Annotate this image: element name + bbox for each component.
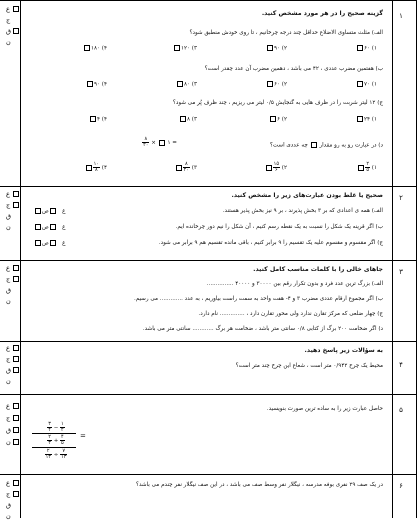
option[interactable]: ۴) ۹۰ [86, 81, 107, 88]
checkbox[interactable] [87, 81, 93, 87]
checkbox[interactable] [267, 81, 273, 87]
checkbox[interactable] [267, 45, 273, 51]
section-title: به سؤالات زیر پاسخ دهید. [304, 347, 383, 354]
option[interactable]: ۴) ۴ [89, 116, 107, 123]
true-false-choice[interactable]: غ ص [34, 240, 65, 247]
section-title: جاهای خالی را با کلمات مناسب کامل کنید. [253, 266, 383, 273]
question-number: ۲ [399, 194, 403, 202]
checkbox[interactable] [358, 165, 364, 171]
section-5 [0, 394, 417, 474]
option[interactable]: ۲) ۶۰ [266, 81, 287, 88]
checkbox[interactable] [270, 116, 276, 122]
option[interactable]: ۳) $\frac{۸}{۲۰}$ [175, 162, 197, 173]
checkbox[interactable] [176, 165, 182, 171]
section-1 [0, 0, 417, 186]
score-box[interactable] [13, 6, 19, 12]
question-number: ۳ [399, 268, 403, 276]
checkbox [35, 208, 41, 214]
true-false-choice[interactable]: غ ص [34, 224, 65, 231]
score-margin: ع ج ق ن [0, 341, 20, 394]
option[interactable]: ۱) ۲۴ [356, 116, 377, 123]
option[interactable]: ۲) ۹۰ [266, 45, 287, 52]
question-d: د) در عبارت رو به رو مقدار چه عددی است؟ [269, 142, 383, 149]
question-number: ۵ [399, 406, 403, 414]
section-4 [0, 341, 417, 394]
score-box[interactable] [13, 367, 19, 373]
question: محیط یک چرخ ۰/۹۴۲ متر است ، شعاع این چرخ چند متر است؟ [235, 363, 383, 369]
score-margin: ع ج ق ن [0, 186, 20, 260]
fill-blank-item: د) اگر ضخامت ۲۰۰ برگ از کتابی ۰/۸ سانتی متر باشد ، ضخامت هر برگ ............ سانتی متر می باشد. [142, 326, 383, 332]
option[interactable]: ۱) ۶۰ [356, 45, 377, 52]
equation: = ۱ × $\frac{۸}{۲۰}$ [143, 136, 177, 148]
checkbox [35, 240, 41, 246]
checkbox[interactable] [174, 45, 180, 51]
statement: ج) اگر مقسوم و مقسوم علیه یک تقسیم را ۹ برابر کنیم ، باقی مانده تقسیم هم ۹ برابر می شود. [158, 240, 383, 246]
checkbox[interactable] [180, 116, 186, 122]
option[interactable]: ۲) ۶ [269, 116, 287, 123]
question: در یک صف ۲۹ نفری بوفه مدرسه ، نیگلار نفر وسط صف می باشد ، در این صف نیگلار نفر چندم می باشد؟ [136, 482, 383, 488]
question-c: ج) ۱۲ لیتر شربت را در ظرف هایی به گنجایش ۰/۵ لیتر می ریزیم ، چند ظرف پُر می شود؟ [172, 100, 383, 106]
score-box[interactable] [13, 480, 19, 486]
fraction: $\frac{۸}{۲۰}$ [143, 136, 149, 148]
score-margin: ع ج ق ن [0, 394, 20, 474]
question: حاصل عبارت زیر را به ساده ترین صورت بنویسید. [266, 406, 383, 412]
margin-letter: ق [6, 27, 12, 35]
option[interactable]: ۴) $\frac{۱۰}{۸}$ [85, 162, 107, 173]
unknown-box [311, 142, 317, 148]
section-3 [0, 260, 417, 341]
question-number: ۴ [399, 361, 403, 369]
question-number: ۱ [399, 12, 403, 20]
option[interactable]: ۱) $\frac{۲}{۵}$ [357, 162, 377, 173]
checkbox[interactable] [90, 116, 96, 122]
checkbox [50, 240, 56, 246]
checkbox[interactable] [86, 165, 92, 171]
section-title: صحیح یا غلط بودن عبارت‌های زیر را مشخص کنید. [231, 192, 383, 199]
margin-letter: ع [6, 5, 10, 13]
statement: ب) اگر قرینه یک شکل را نسبت به یک نقطه رسم کنیم ، آن شکل را نیم دور چرخانده ایم. [175, 224, 383, 230]
option[interactable]: ۳) ۸۰ [176, 81, 197, 88]
checkbox [35, 224, 41, 230]
statement: الف) همه ی اعدادی که بر ۳ بخش پذیرند ، بر ۹ نیز بخش پذیر هستند. [222, 208, 383, 214]
checkbox[interactable] [357, 116, 363, 122]
option[interactable]: ۴) ۱۸۰ [83, 45, 107, 52]
unknown-box [159, 140, 165, 146]
margin-letter: ن [6, 38, 11, 46]
checkbox[interactable] [266, 165, 272, 171]
score-margin [0, 0, 20, 186]
section-6 [0, 474, 417, 518]
score-box[interactable] [13, 345, 19, 351]
checkbox[interactable] [177, 81, 183, 87]
score-margin: ع ج ق ن [0, 474, 20, 518]
score-box[interactable] [13, 202, 19, 208]
score-box[interactable] [13, 415, 19, 421]
score-box[interactable] [13, 491, 19, 497]
option[interactable]: ۱) ۷۰ [356, 81, 377, 88]
checkbox[interactable] [84, 45, 90, 51]
margin-letter: ج [6, 16, 11, 24]
score-box[interactable] [13, 427, 19, 433]
score-box[interactable] [13, 265, 19, 271]
question-a: الف) مثلث متساوی الاضلاع حداقل چند درجه چرخانیم ، تا روی خودش منطبق شود؟ [189, 30, 383, 36]
score-box[interactable] [13, 191, 19, 197]
score-box[interactable] [13, 28, 19, 34]
score-box[interactable] [13, 276, 19, 282]
option[interactable]: ۳) ۱۲۰ [173, 45, 197, 52]
checkbox[interactable] [357, 81, 363, 87]
score-margin: ع ج ق ن [0, 260, 20, 341]
option[interactable]: ۳) ۸ [179, 116, 197, 123]
score-box[interactable] [13, 403, 19, 409]
fill-blank-item: ب) اگر مجموع ارقام عددی مضرب ۳ و ۴- هفت واحد به سمت راست بیاوریم ، به عدد ............. می رسیم. [133, 296, 383, 302]
section-title: گزینه صحیح را در هر مورد مشخص کنید. [261, 10, 383, 17]
checkbox [50, 208, 56, 214]
score-box[interactable] [13, 439, 19, 445]
checkbox[interactable] [357, 45, 363, 51]
fill-blank-item: الف) بزرگ ترین عدد فرد و بدون تکرار رقم بین ۳۰۰۰۰ و ۴۰۰۰۰ ............... [206, 281, 383, 287]
option[interactable]: ۲) $\frac{۱۵}{۶}$ [265, 162, 287, 173]
question-b: ب) هفتمین مضرب عددی ، ۴۲ می باشد ، دهمین مضرب آن عدد چقدر است؟ [204, 66, 383, 72]
compound-fraction: $\frac{۳}{۴}$ − $\frac{۱}{۲}$ $\frac{۲}{۳}$ + $\frac{۴}{۵}$ $\frac{۲}{۱۳}$ ÷ $\frac{۷}{۱۳}$ = [45, 421, 86, 460]
fill-blank-item: ج) چهار ضلعی که مرکز تقارن ندارد ولی محور تقارن دارد ، .............. نام دارد. [198, 311, 383, 317]
score-box[interactable] [13, 356, 19, 362]
checkbox [50, 224, 56, 230]
section-2 [0, 186, 417, 260]
question-number: ۶ [399, 482, 403, 490]
true-false-choice[interactable]: غ ص [34, 208, 65, 215]
